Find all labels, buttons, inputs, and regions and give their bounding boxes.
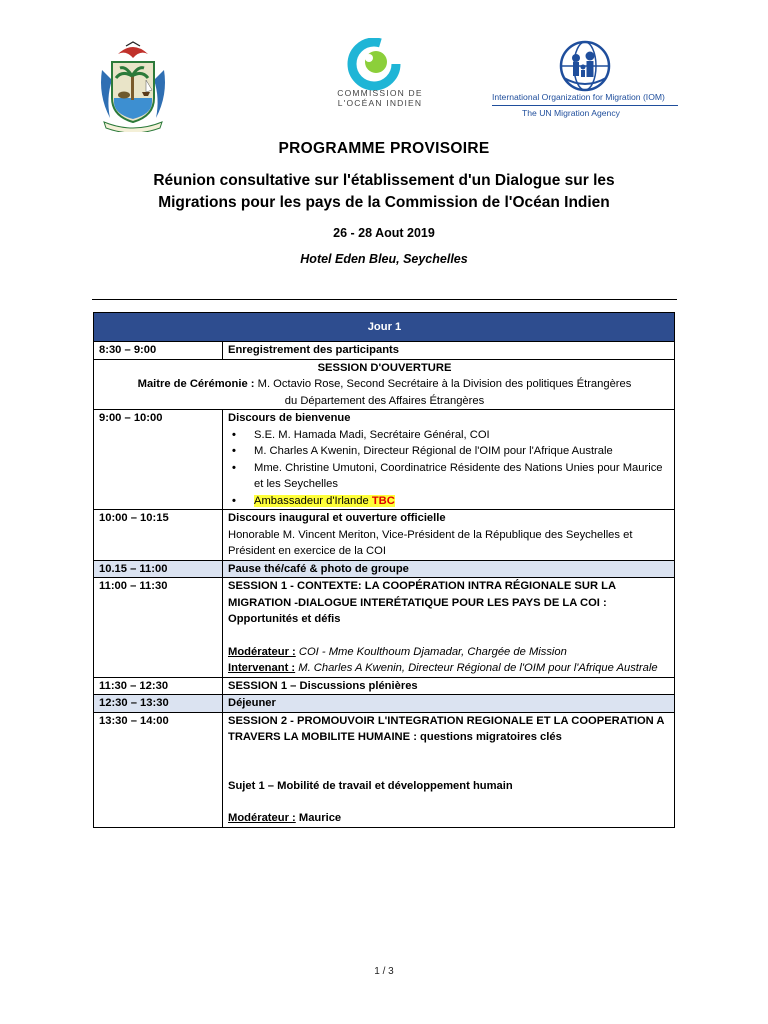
speaker-name: Ambassadeur d'Irlande — [254, 494, 369, 507]
coi-logo-line1: COMMISSION DE — [337, 88, 423, 98]
table-row — [94, 560, 675, 578]
activity-title: Discours inaugural et ouverture officielle — [228, 512, 446, 524]
mc-text: M. Octavio Rose, Second Secrétaire à la Division des politiques Étrangères — [254, 378, 632, 390]
time-cell: 12:30 – 13:30 — [94, 695, 223, 713]
page-number: 1 / 3 — [374, 966, 394, 977]
day-label: Jour 1 — [94, 313, 675, 342]
speaker-item: • S.E. M. Hamada Madi, Secrétaire Général, COI — [228, 427, 670, 444]
moderator-label: Modérateur : — [228, 812, 296, 824]
event-dates: 26 - 28 Aout 2019 — [333, 226, 435, 240]
table-row — [94, 342, 675, 360]
activity-cell — [223, 578, 675, 678]
coi-logo — [318, 36, 438, 116]
moderator-text: Maurice — [295, 812, 342, 824]
speaker-list — [228, 427, 670, 510]
opening-session-cell — [94, 359, 675, 410]
activity-title: Discours de bienvenue — [228, 412, 351, 424]
speaker-item-highlighted — [228, 493, 670, 510]
time-cell: 10:00 – 10:15 — [94, 510, 223, 561]
day-header-row — [94, 313, 675, 342]
topic-title: Sujet 1 – Mobilité de travail et développement humain — [228, 779, 513, 792]
time-cell: 10.15 – 11:00 — [94, 560, 223, 578]
document-subtitle — [0, 170, 768, 214]
speaker-text: M. Charles A Kwenin, Directeur Régional de l'OIM pour l'Afrique Australe — [295, 662, 658, 674]
table-row — [94, 578, 675, 678]
coi-logo-line2: L'OCÉAN INDIEN — [337, 98, 423, 108]
moderator-label: Modérateur : — [228, 645, 296, 658]
table-row — [94, 410, 675, 510]
mc-label: Maitre de Cérémonie : — [137, 378, 255, 390]
table-row — [94, 510, 675, 561]
time-cell: 11:00 – 11:30 — [94, 578, 223, 678]
programme-table — [93, 312, 675, 828]
event-venue: Hotel Eden Bleu, Seychelles — [300, 252, 468, 266]
activity-cell: SESSION 1 – Discussions plénières — [223, 677, 675, 695]
opening-session-row — [94, 359, 675, 410]
subtitle-line-2: Migrations pour les pays de la Commission de l'Océan Indien — [158, 194, 610, 211]
iom-divider — [492, 105, 678, 106]
coi-swirl-icon — [346, 38, 402, 94]
table-row — [94, 677, 675, 695]
iom-name: International Organization for Migration (IOM) — [492, 92, 665, 102]
iom-tagline: The UN Migration Agency — [522, 108, 620, 118]
opening-session-title: SESSION D'OUVERTURE — [317, 361, 452, 374]
speaker-item: • Mme. Christine Umutoni, Coordinatrice Résidente des Nations Unies pour Maurice et les Seychelles — [228, 460, 670, 493]
moderator-text: COI - Mme Koulthoum Djamadar, Chargée de Mission — [295, 645, 567, 658]
iom-logo — [492, 40, 682, 120]
logo-row — [0, 36, 768, 126]
activity-cell — [223, 712, 675, 827]
time-cell: 9:00 – 10:00 — [94, 410, 223, 510]
time-cell: 13:30 – 14:00 — [94, 712, 223, 827]
activity-cell — [223, 410, 675, 510]
mc-text-2: du Département des Affaires Étrangères — [284, 394, 485, 407]
subtitle-line-1: Réunion consultative sur l'établissement d'un Dialogue sur les — [153, 172, 615, 189]
activity-text: Honorable M. Vincent Meriton, Vice-Président de la République des Seychelles et Président en exercice de la COI — [228, 528, 633, 557]
tbc-badge: TBC — [371, 494, 395, 507]
document-title: PROGRAMME PROVISOIRE — [278, 140, 490, 157]
session-title: SESSION 2 - PROMOUVOIR L'INTEGRATION REGIONALE ET LA COOPERATION A TRAVERS LA MOBILITE HUMAINE : questions migratoires clés — [228, 714, 665, 743]
session-title: SESSION 1 - CONTEXTE: LA COOPÉRATION INTRA RÉGIONALE SUR LA MIGRATION -DIALOGUE INTERÉTATIQUE POUR LES PAYS DE LA COI : Opportunités et défis — [228, 580, 616, 625]
activity-cell — [223, 510, 675, 561]
header-divider — [92, 299, 677, 300]
table-row — [94, 695, 675, 713]
speaker-item: • M. Charles A Kwenin, Directeur Régional de l'OIM pour l'Afrique Australe — [228, 443, 670, 460]
document-heading — [0, 140, 768, 266]
speaker-label: Intervenant : — [228, 662, 296, 674]
iom-globe-family-icon — [554, 40, 616, 92]
time-cell: 11:30 – 12:30 — [94, 677, 223, 695]
table-row — [94, 712, 675, 827]
time-cell: 8:30 – 9:00 — [94, 342, 223, 360]
activity-cell: Pause thé/café & photo de groupe — [223, 560, 675, 578]
activity-cell: Enregistrement des participants — [223, 342, 675, 360]
seychelles-coat-of-arms-logo — [96, 40, 170, 132]
activity-cell: Déjeuner — [223, 695, 675, 713]
